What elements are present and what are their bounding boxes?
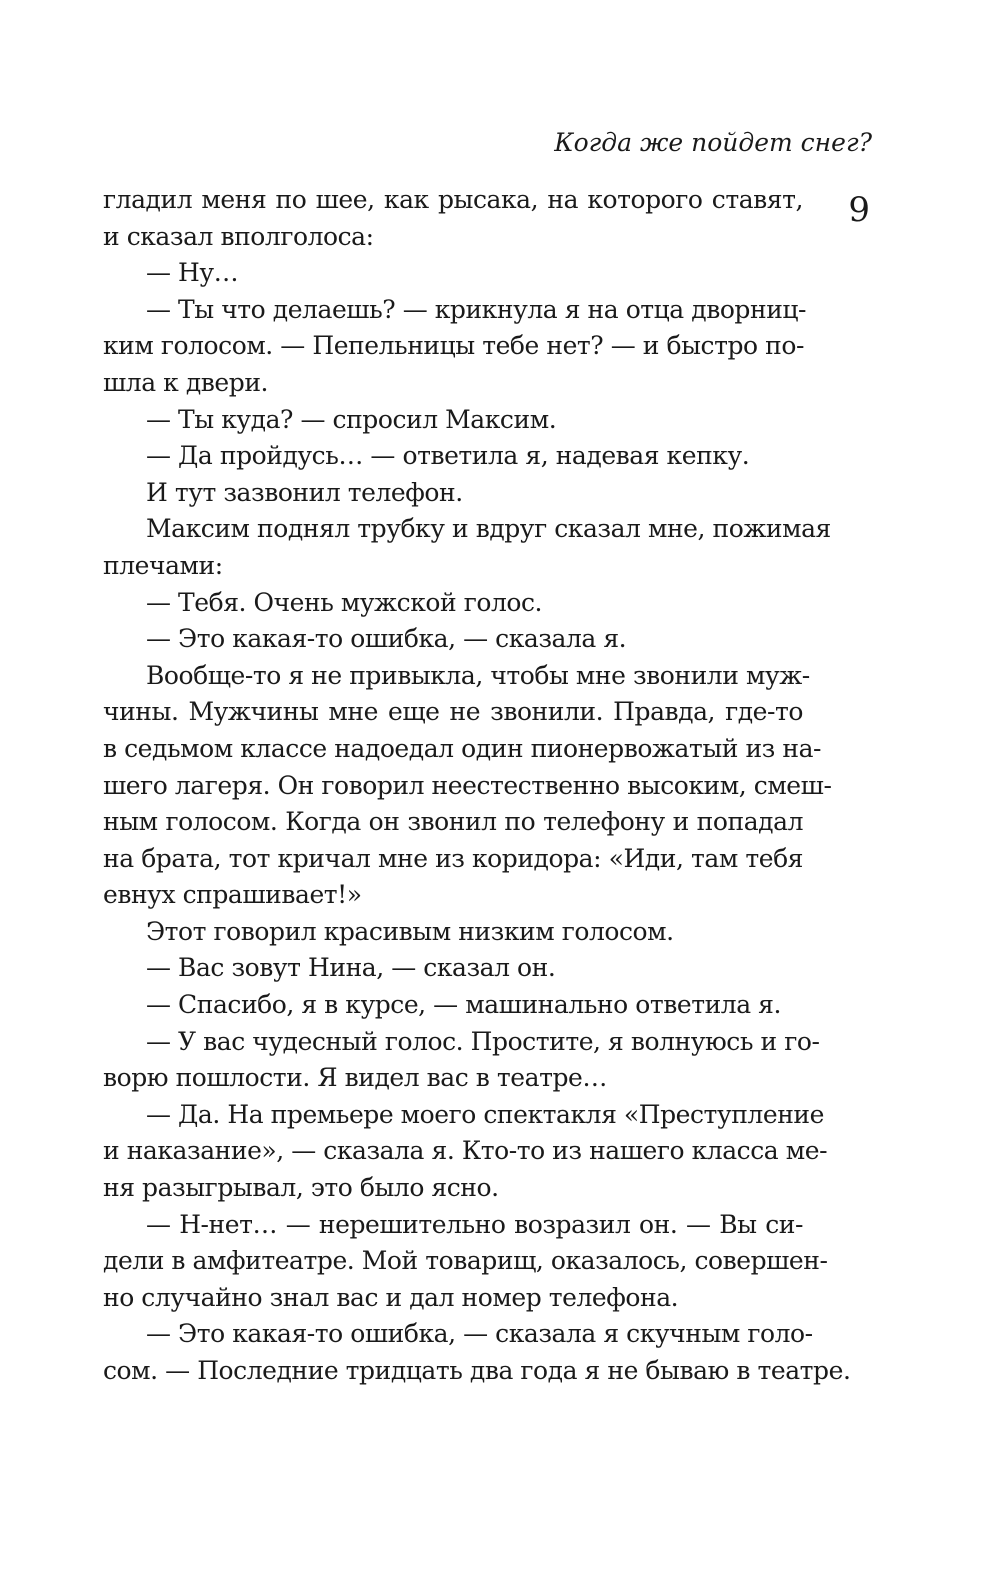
text-line: шла к двери. [103, 367, 269, 397]
text-line: — Это какая-то ошибка, — сказала я. [146, 624, 627, 654]
text-line: И тут зазвонил телефон. [146, 477, 463, 507]
body-text [103, 182, 851, 1390]
text-line: дели в амфитеатре. Мой товарищ, оказалось, совершен- [103, 1246, 828, 1276]
text-line: — Спасибо, я в курсе, — машинально ответила я. [146, 990, 781, 1020]
text-line: — Ты куда? — спросил Максим. [146, 404, 557, 434]
text-line: Максим поднял трубку и вдруг сказал мне, пожимая [146, 514, 831, 544]
text-line: евнух спрашивает!» [103, 880, 362, 910]
text-line: — Вас зовут Нина, — сказал он. [146, 953, 556, 983]
text-line: и сказал вполголоса: [103, 221, 374, 251]
text-line: — Это какая-то ошибка, — сказала я скучным голо- [146, 1319, 813, 1349]
text-line: — Тебя. Очень мужской голос. [146, 587, 543, 617]
text-line: чины. Мужчины мне еще не звонили. Правда, где-то [103, 697, 803, 727]
text-line: — Да пройдусь… — ответила я, надевая кепку. [146, 441, 750, 471]
text-line: — У вас чудесный голос. Простите, я волнуюсь и го- [146, 1026, 820, 1056]
text-line: Этот говорил красивым низким голосом. [146, 916, 674, 946]
text-line: в седьмом классе надоедал один пионервожатый из на- [103, 733, 822, 763]
text-line: ным голосом. Когда он звонил по телефону и попадал [103, 807, 803, 837]
text-line: — Ну… [146, 258, 239, 288]
text-line: — Н-нет… — нерешительно возразил он. — Вы си- [146, 1209, 803, 1239]
text-line: на брата, тот кричал мне из коридора: «Иди, там тебя [103, 843, 803, 873]
text-line: и наказание», — сказала я. Кто-то из нашего класса ме- [103, 1136, 828, 1166]
text-line: плечами: [103, 550, 223, 580]
text-line: — Да. На премьере моего спектакля «Преступление [146, 1099, 824, 1129]
text-line: сом. — Последние тридцать два года я не бываю в театре. [103, 1356, 851, 1385]
text-line: ворю пошлости. Я видел вас в театре… [103, 1063, 607, 1093]
text-line: Вообще-то я не привыкла, чтобы мне звонили муж- [146, 660, 810, 690]
text-line: шего лагеря. Он говорил неестественно высоким, смеш- [103, 770, 832, 800]
text-line: но случайно знал вас и дал номер телефона. [103, 1282, 679, 1312]
text-line: ня разыгрывал, это было ясно. [103, 1173, 499, 1203]
running-header-title: Когда же пойдет снег? [554, 128, 872, 157]
text-line: гладил меня по шее, как рысака, на которого ставят, [103, 185, 803, 214]
text-line: — Ты что делаешь? — крикнула я на отца дворниц- [146, 294, 807, 324]
text-line: ким голосом. — Пепельницы тебе нет? — и быстро по- [103, 331, 804, 361]
page-number: 9 [848, 190, 870, 230]
